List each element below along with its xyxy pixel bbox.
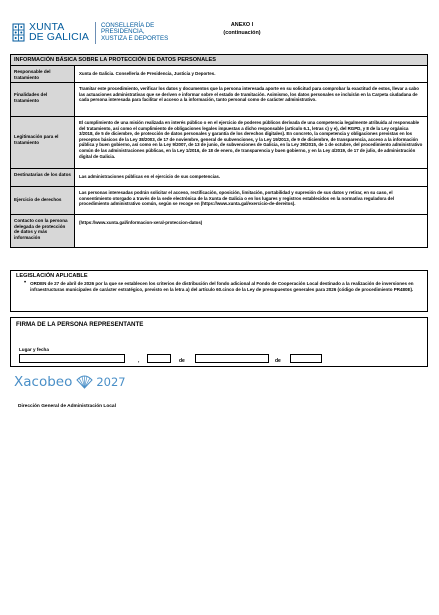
- xunta-emblem-icon: [12, 23, 25, 42]
- row-label: Responsable del tratamiento: [11, 66, 75, 82]
- xacobeo-wordmark: Xacobeo: [14, 374, 73, 390]
- xunta-wordmark: [29, 22, 89, 42]
- row-label: Finalidades del tratamiento: [11, 83, 75, 116]
- xunta-logo: [12, 22, 168, 44]
- logo-divider: [95, 22, 96, 44]
- de-separator-2: de: [275, 358, 281, 364]
- xacobeo-logo: [14, 374, 126, 390]
- row-label: Legitimación para el tratamiento: [11, 117, 75, 168]
- table-row: [11, 215, 427, 247]
- department-name: [101, 23, 168, 42]
- table-row: [11, 83, 427, 117]
- place-date-label: Lugar y fecha: [19, 347, 49, 352]
- row-label: Destinatarias de los datos: [11, 169, 75, 186]
- annex-heading: [207, 22, 277, 37]
- data-protection-table: [10, 54, 428, 248]
- annex-title: ANEXO I: [230, 22, 254, 28]
- bullet-icon: •: [24, 280, 27, 286]
- comma-separator: ,: [138, 358, 140, 364]
- row-value: Xunta de Galicia. Consellería de Presidencia, Justicia y Deportes.: [79, 71, 216, 76]
- legislation-title: LEGISLACIÓN APLICABLE: [16, 273, 88, 279]
- row-label: Ejercicio de derechos: [11, 187, 75, 214]
- department-line-1: CONSELLERÍA DE: [100, 22, 155, 29]
- table-row: [11, 117, 427, 169]
- signature-title: FIRMA DE LA PERSONA REPRESENTANTE: [16, 321, 144, 328]
- scallop-shell-icon: [76, 375, 93, 389]
- place-field[interactable]: [19, 354, 125, 363]
- table-row: [11, 66, 427, 83]
- department-line-3: XUSTIZA E DEPORTES: [100, 34, 169, 42]
- logo-line-1: XUNTA: [29, 21, 65, 33]
- row-value: Tramitar este procedimiento, verificar los datos y documentos que la persona interesada aporte en su solicitud para comprobar la exactitud de estos, llevar a cabo las actuaciones administrativas que se deriven e informar sobre el estado de tramitación. Asimismo, los datos personales se incluirán en la Carpeta ciudadana de cada persona interesada para facilitar el acceso a la información, tanto personal como de carácter administrativo.: [79, 86, 419, 103]
- legislation-text: ORDEN de 27 de abril de 2026 por la que se establecen los criterios de distribución del fondo adicional al Fondo de Cooperación Local destinado a la realización de inversiones en infraestructuras municipales de carácter estratégico, previsto en la letra a) del artículo 60.cinco de la Ley de presupuestos generales para 2026 (código de procedimiento PR480E).: [30, 281, 414, 293]
- de-separator-1: de: [179, 358, 185, 364]
- row-value: Las administraciones públicas en el ejercicio de sus competencias.: [79, 174, 221, 179]
- table-row: [11, 187, 427, 215]
- list-item: [11, 280, 427, 293]
- table-row: [11, 169, 427, 187]
- row-label: Contacto con la persona delegada de protección de datos y más información: [11, 215, 75, 247]
- logo-line-2: DE GALICIA: [29, 31, 89, 43]
- signature-section: [10, 317, 428, 367]
- issuing-organization: Dirección General de Administración Local: [18, 404, 116, 409]
- row-value: El cumplimiento de una misión realizada en interés público o en el ejercicio de poderes públicos derivada de una competencia legalmente atribuida al responsable del tratamiento, así como el cumplimiento de obligaciones legales impuestas a dicho responsable (artículo 6.1, letras c) y e), del RGPD, y 8 de la Ley orgánica 3/2018, de 5 de diciembre, de protección de datos personales y garantía de los derechos digitales). En concreto, la competencia y obligaciones previstas en los preceptos básicos de la Ley 38/2003, de 17 de noviembre, general de subvenciones, y la Ley 19/2013, de 9 de diciembre, de transparencia, acceso a la información pública y buen gobierno, así como en la Ley 9/2007, de 13 de junio, de subvenciones de Galicia, en la Ley 39/2015, de 1 de octubre, del procedimiento administrativo común de las administraciones públicas, en la Ley 1/2016, de 18 de enero, de transparencia y buen gobierno, y en la Ley 4/2019, de 17 de julio, de administración digital de Galicia.: [79, 120, 423, 159]
- month-field[interactable]: [195, 354, 269, 363]
- row-value: Las personas interesadas podrán solicitar el acceso, rectificación, oposición, limitación, portabilidad y supresión de sus datos y retirar, en su caso, el consentimiento otorgado a través de la sede electrónica de la Xunta de Galicia o en los lugares y registros establecidos en la normativa reguladora del procedimiento administrativo común, según se recoge en (https://www.xunta.gal/exercicio-de-dereitos).: [79, 190, 395, 207]
- row-value[interactable]: (https://www.xunta.gal/informacion-xeral-proteccion-datos): [79, 220, 203, 225]
- day-field[interactable]: [147, 354, 171, 363]
- applicable-legislation-section: [10, 270, 428, 312]
- year-field[interactable]: [290, 354, 322, 363]
- xacobeo-year: 2027: [96, 375, 126, 389]
- department-line-2: PRESIDENCIA,: [100, 28, 145, 36]
- data-protection-title: INFORMACIÓN BÁSICA SOBRE LA PROTECCIÓN DE DATOS PERSONALES: [11, 55, 427, 66]
- annex-subtitle: (continuación): [223, 29, 261, 36]
